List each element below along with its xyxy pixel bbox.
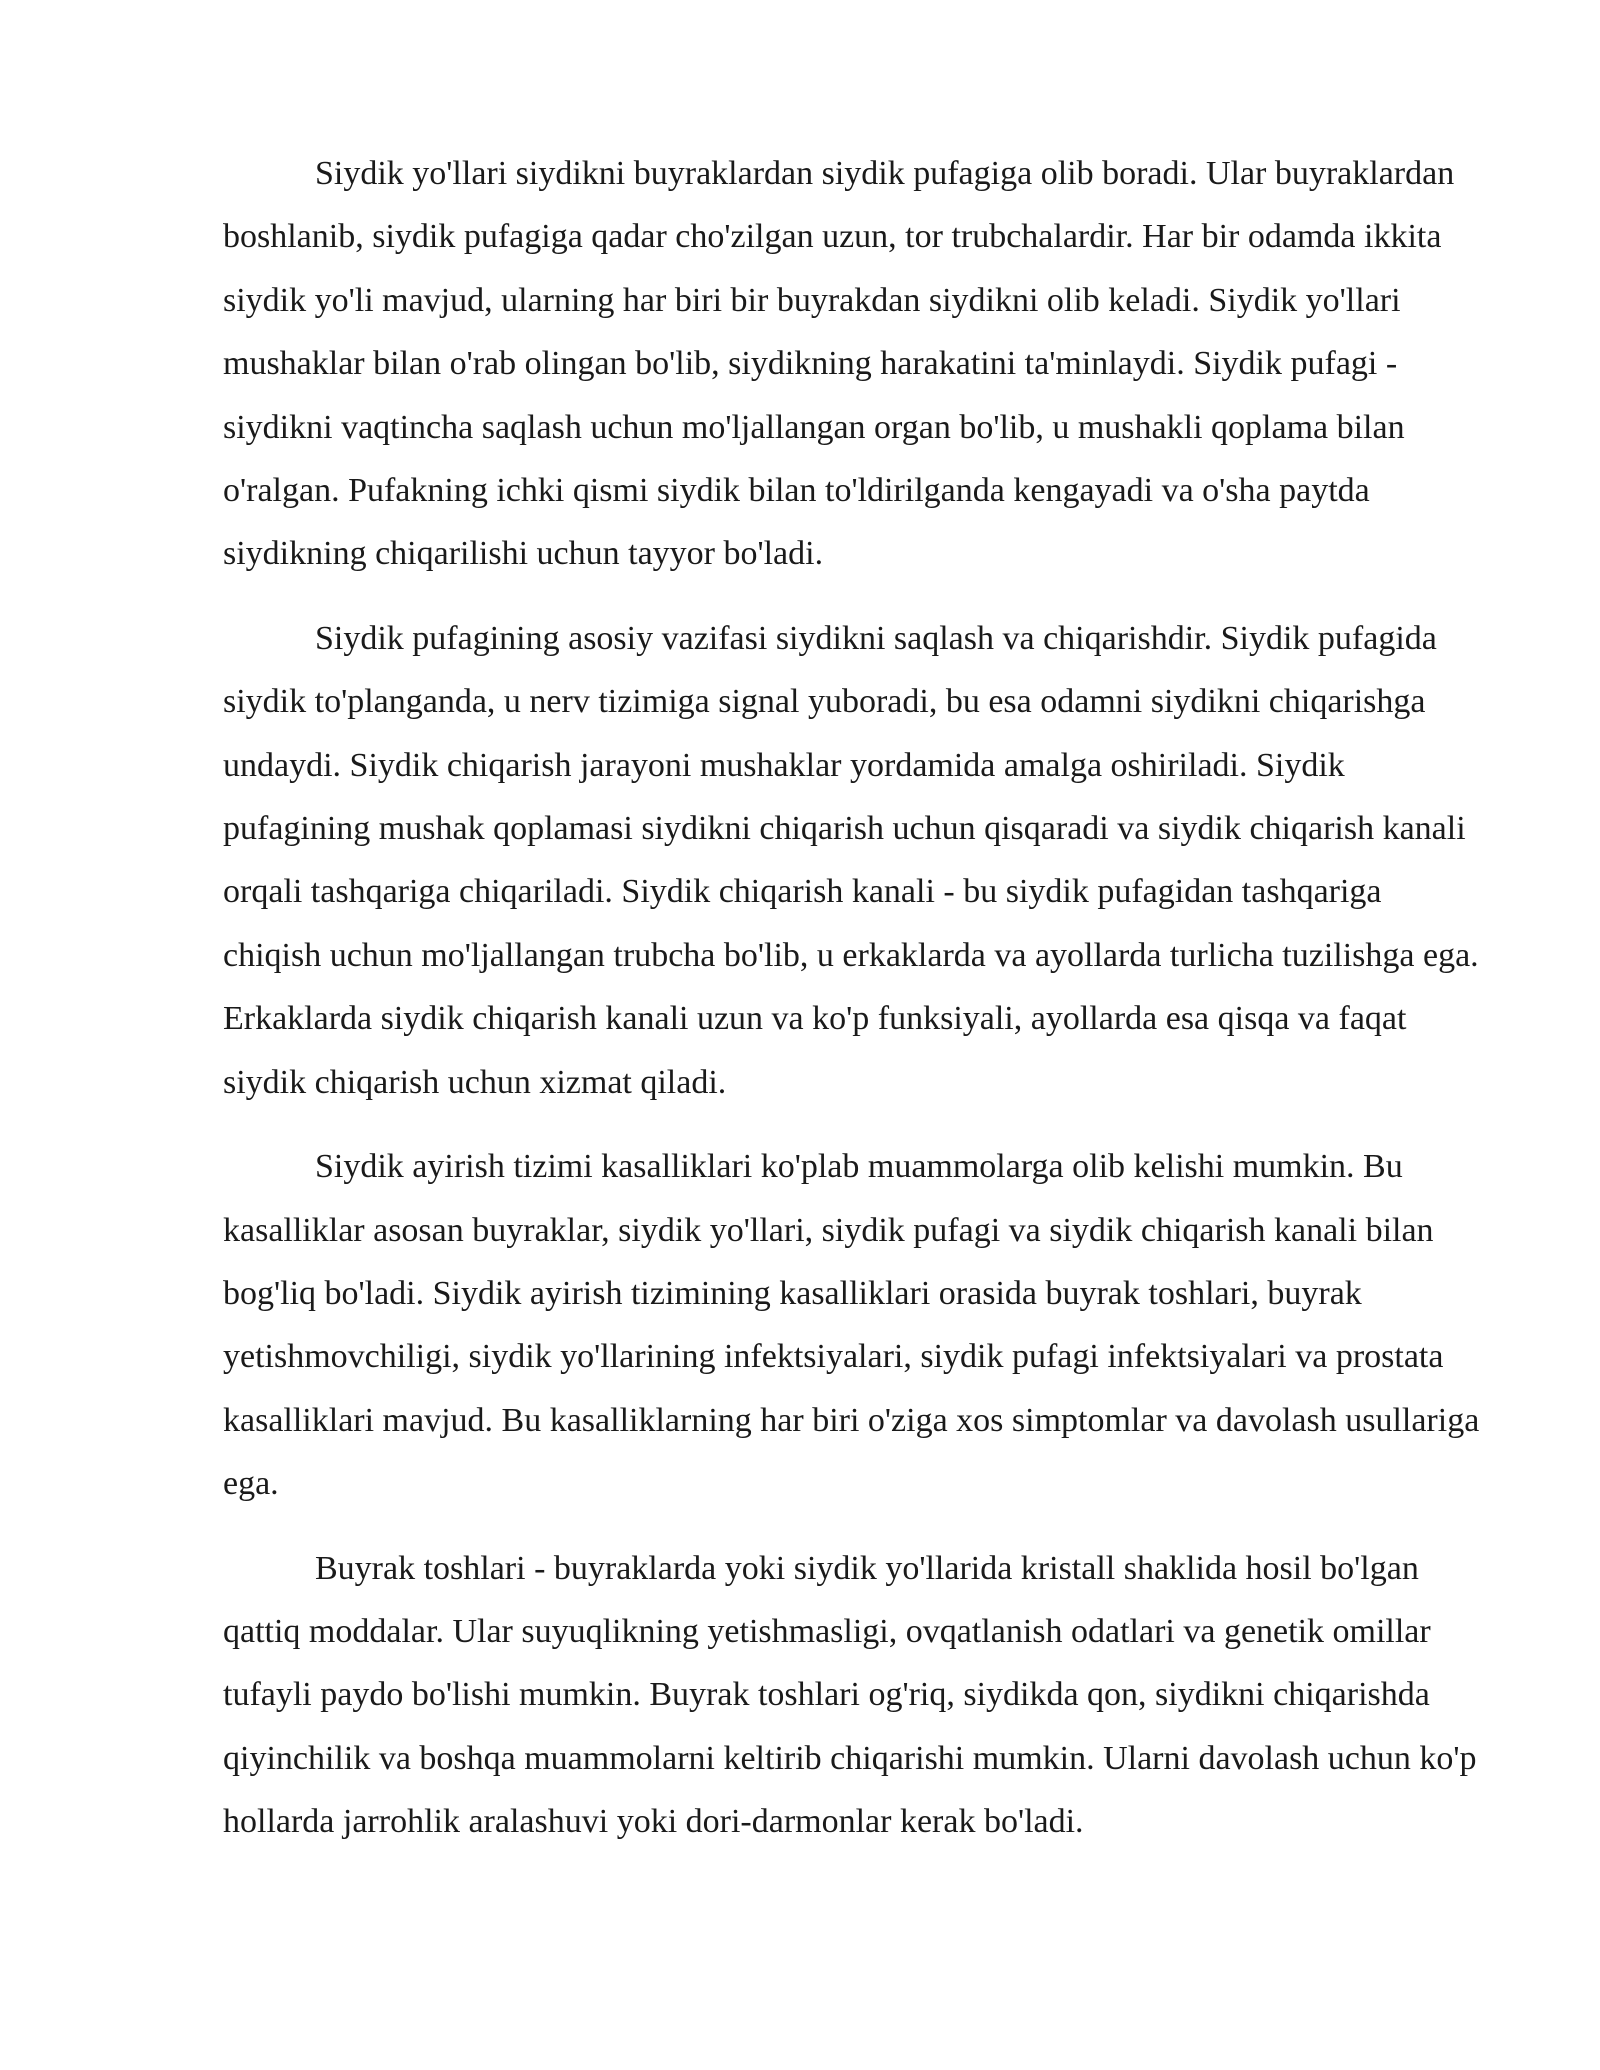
paragraph-urinary-diseases: Siydik ayirish tizimi kasalliklari ko'plab muammolarga olib kelishi mumkin. Bu kasalliklar asosan buyraklar, siydik yo'llari, siydik pufagi va siydik chiqarish kanali bilan bog'liq bo'ladi. Siydik ayirish tizimining kasalliklari orasida buyrak toshlari, buyrak yetishmovchiligi, siydik yo'llarining infektsiyalari, siydik pufagi infektsiyalari va prostata kasalliklari mavjud. Bu kasalliklarning har biri o'ziga xos simptomlar va davolash usullariga ega. bbox=[223, 1148, 1480, 1503]
paragraph-bladder-function: Siydik pufagining asosiy vazifasi siydikni saqlash va chiqarishdir. Siydik pufagida siydik to'planganda, u nerv tizimiga signal yuboradi, bu esa odamni siydikni chiqarishga undaydi. Siydik chiqarish jarayoni mushaklar yordamida amalga oshiriladi. Siydik pufagining mushak qoplamasi siydikni chiqarish uchun qisqaradi va siydik chiqarish kanali orqali tashqariga chiqariladi. Siydik chiqarish kanali - bu siydik pufagidan tashqariga chiqish uchun mo'ljallangan trubcha bo'lib, u erkaklarda va ayollarda turlicha tuzilishga ega. Erkaklarda siydik chiqarish kanali uzun va ko'p funksiyali, ayollarda esa qisqa va faqat siydik chiqarish uchun xizmat qiladi. bbox=[223, 619, 1479, 1101]
document-body bbox=[223, 142, 1488, 1854]
paragraph-urinary-tracts: Siydik yo'llari siydikni buyraklardan siydik pufagiga olib boradi. Ular buyraklardan boshlanib, siydik pufagiga qadar cho'zilgan uzun, tor trubchalardir. Har bir odamda ikkita siydik yo'li mavjud, ularning har biri bir buyrakdan siydikni olib keladi. Siydik yo'llari mushaklar bilan o'rab olingan bo'lib, siydikning harakatini ta'minlaydi. Siydik pufagi - siydikni vaqtincha saqlash uchun mo'ljallangan organ bo'lib, u mushakli qoplama bilan o'ralgan. Pufakning ichki qismi siydik bilan to'ldirilganda kengayadi va o'sha paytda siydikning chiqarilishi uchun tayyor bo'ladi. bbox=[223, 155, 1455, 573]
paragraph-kidney-stones: Buyrak toshlari - buyraklarda yoki siydik yo'llarida kristall shaklida hosil bo'lgan qattiq moddalar. Ular suyuqlikning yetishmasligi, ovqatlanish odatlari va genetik omillar tufayli paydo bo'lishi mumkin. Buyrak toshlari og'riq, siydikda qon, siydikni chiqarishda qiyinchilik va boshqa muammolarni keltirib chiqarishi mumkin. Ularni davolash uchun ko'p hollarda jarrohlik aralashuvi yoki dori-darmonlar kerak bo'ladi. bbox=[223, 1549, 1477, 1841]
